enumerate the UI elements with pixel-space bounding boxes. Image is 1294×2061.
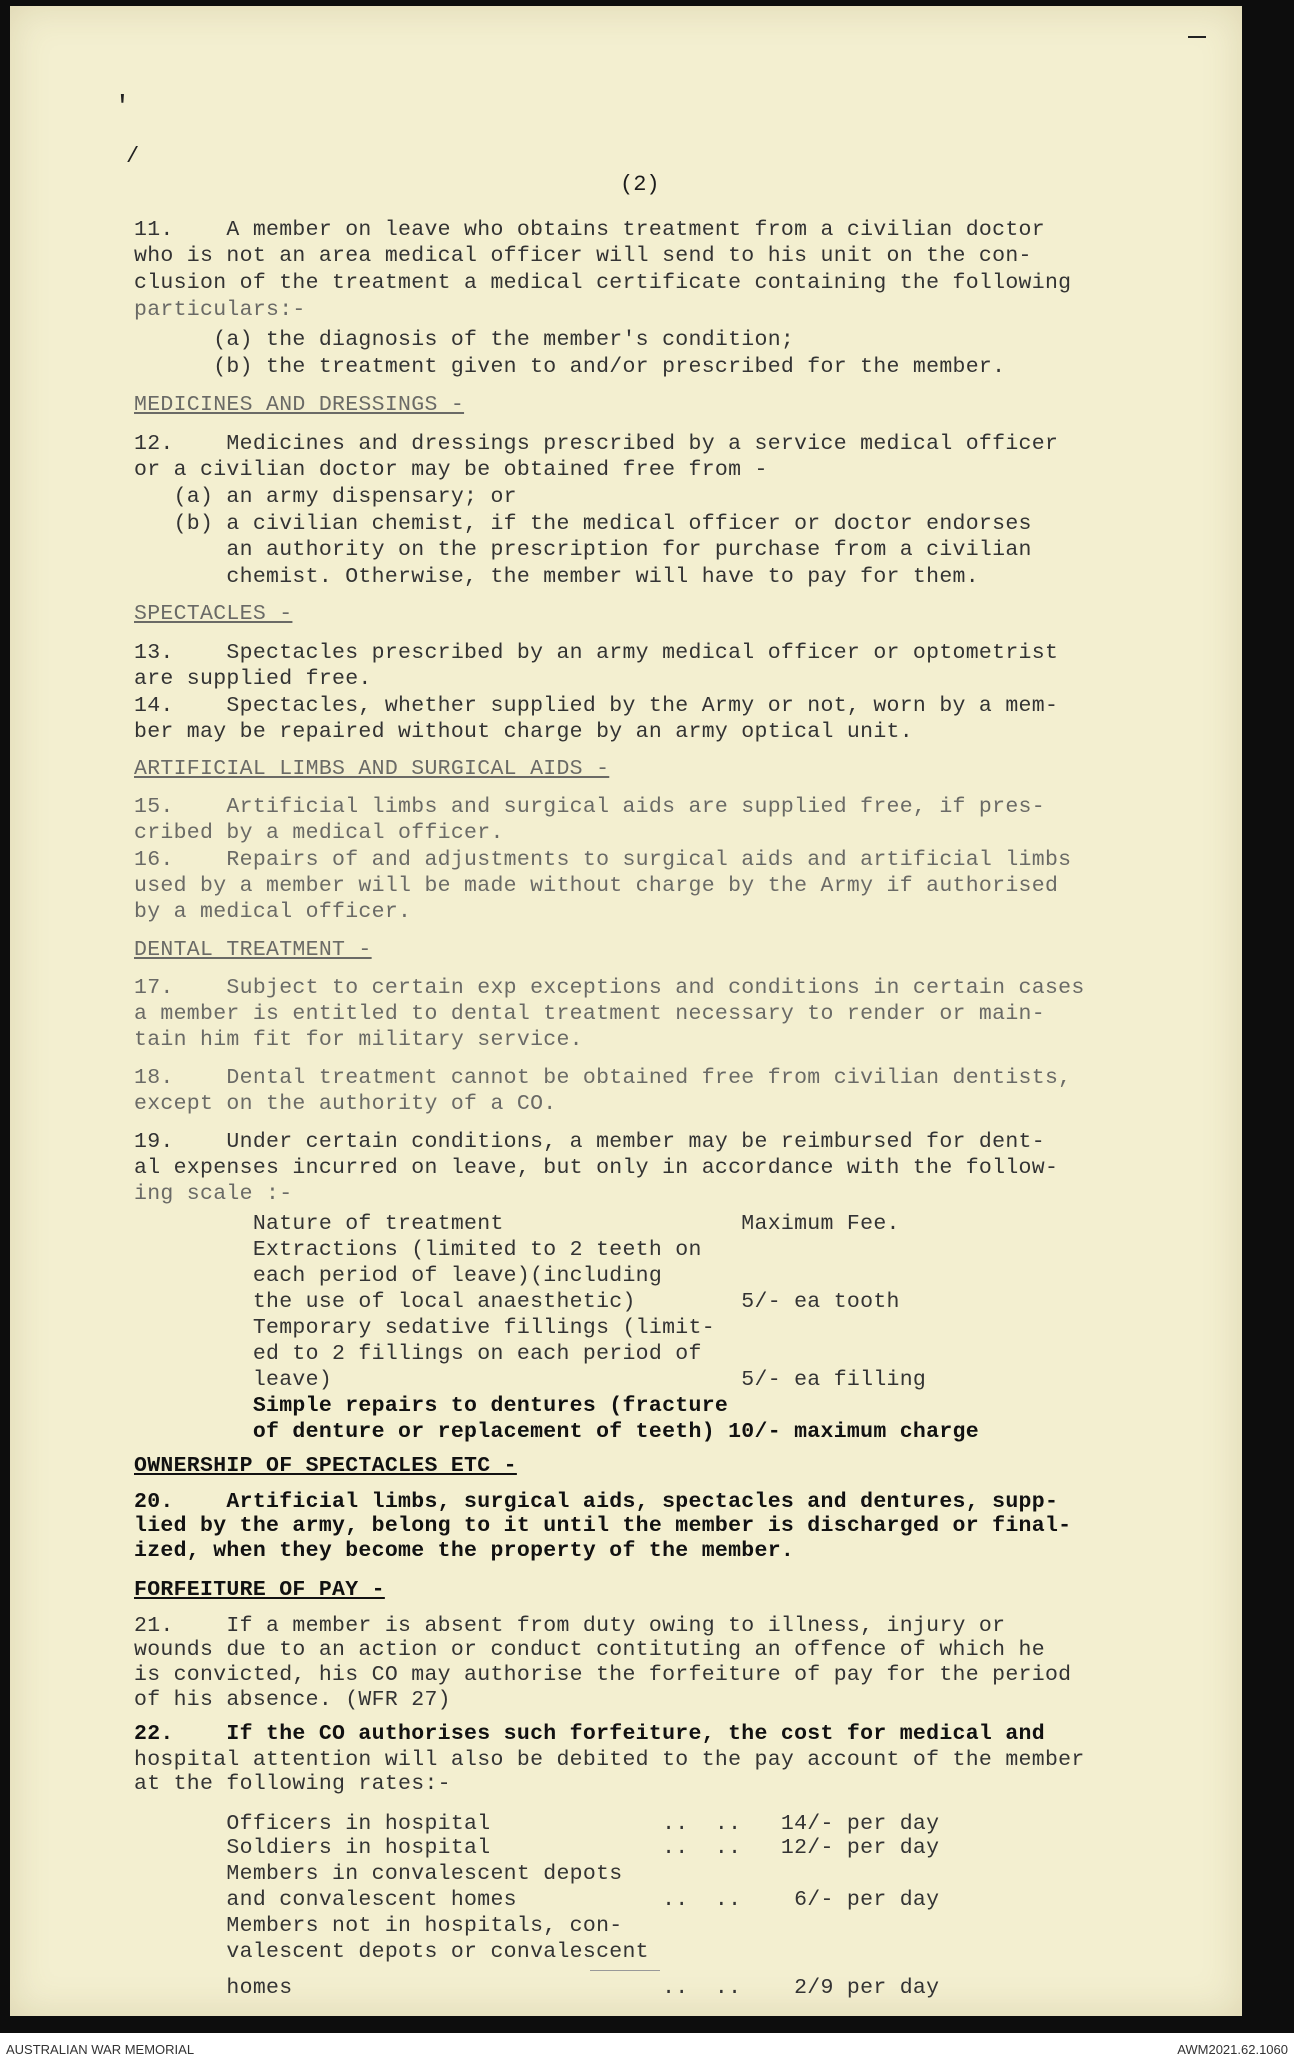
text-line: 21. If a member is absent from duty owing to illness, injury or bbox=[134, 1614, 1006, 1638]
text-line: 18. Dental treatment cannot be obtained free from civilian dentists, bbox=[134, 1066, 1072, 1090]
text-line: cribed by a medical officer. bbox=[134, 821, 504, 845]
footer-bar bbox=[0, 2038, 1294, 2061]
text-line: wounds due to an action or conduct contituting an offence of which he bbox=[134, 1638, 1045, 1662]
text-line: by a medical officer. bbox=[134, 900, 412, 924]
footer-id: AWM2021.62.1060 bbox=[1177, 2042, 1288, 2057]
text-line: homes .. .. 2/9 per day bbox=[134, 1976, 940, 2000]
text-line: an authority on the prescription for purchase from a civilian bbox=[134, 538, 1032, 562]
text-line: hospital attention will also be debited to the pay account of the member bbox=[134, 1748, 1085, 1772]
text-line: chemist. Otherwise, the member will have to pay for them. bbox=[134, 565, 979, 589]
section-heading: SPECTACLES - bbox=[134, 602, 293, 626]
text-line: and convalescent homes .. .. 6/- per day bbox=[134, 1888, 940, 1912]
text-line: the use of local anaesthetic) 5/- ea tooth bbox=[134, 1290, 900, 1314]
ink-mark: ' bbox=[114, 92, 131, 123]
text-line: Soldiers in hospital .. .. 12/- per day bbox=[134, 1836, 940, 1860]
text-line: 14. Spectacles, whether supplied by the Army or not, worn by a mem- bbox=[134, 694, 1059, 718]
section-heading: ARTIFICIAL LIMBS AND SURGICAL AIDS - bbox=[134, 757, 610, 781]
text-line: ing scale :- bbox=[134, 1182, 293, 1206]
text-line: each period of leave)(including bbox=[134, 1264, 663, 1288]
text-line: Simple repairs to dentures (fracture bbox=[134, 1394, 729, 1418]
text-line: 13. Spectacles prescribed by an army medical officer or optometrist bbox=[134, 641, 1059, 665]
text-line: ized, when they become the property of the member. bbox=[134, 1539, 795, 1563]
text-line: 16. Repairs of and adjustments to surgical aids and artificial limbs bbox=[134, 848, 1072, 872]
text-line: ber may be repaired without charge by an army optical unit. bbox=[134, 720, 913, 744]
text-line: is convicted, his CO may authorise the forfeiture of pay for the period bbox=[134, 1663, 1072, 1687]
text-line: 11. A member on leave who obtains treatment from a civilian doctor bbox=[134, 218, 1045, 242]
text-line: leave) 5/- ea filling bbox=[134, 1368, 927, 1392]
footer-source: AUSTRALIAN WAR MEMORIAL bbox=[6, 2042, 195, 2057]
text-line: particulars:- bbox=[134, 298, 306, 322]
text-line: 17. Subject to certain exp exceptions and conditions in certain cases bbox=[134, 976, 1085, 1000]
text-line: 15. Artificial limbs and surgical aids are supplied free, if pres- bbox=[134, 795, 1045, 819]
section-heading: DENTAL TREATMENT - bbox=[134, 938, 372, 962]
text-line: al expenses incurred on leave, but only in accordance with the follow- bbox=[134, 1156, 1059, 1180]
text-line: except on the authority of a CO. bbox=[134, 1092, 557, 1116]
text-line: (b) the treatment given to and/or prescribed for the member. bbox=[134, 355, 1006, 379]
text-line: ed to 2 fillings on each period of bbox=[134, 1342, 702, 1366]
text-line: Members in convalescent depots bbox=[134, 1862, 623, 1886]
text-line: of his absence. (WFR 27) bbox=[134, 1688, 451, 1712]
text-line: Officers in hospital .. .. 14/- per day bbox=[134, 1812, 940, 1836]
text-line: 19. Under certain conditions, a member may be reimbursed for dent- bbox=[134, 1130, 1045, 1154]
ink-mark: / bbox=[126, 144, 140, 169]
text-line: or a civilian doctor may be obtained free from - bbox=[134, 458, 768, 482]
section-heading: OWNERSHIP OF SPECTACLES ETC - bbox=[134, 1454, 517, 1478]
text-line: used by a member will be made without charge by the Army if authorised bbox=[134, 874, 1059, 898]
text-line: lied by the army, belong to it until the member is discharged or final- bbox=[134, 1514, 1072, 1538]
text-line: Temporary sedative fillings (limit- bbox=[134, 1316, 715, 1340]
text-line: are supplied free. bbox=[134, 667, 372, 691]
punch-line bbox=[590, 1970, 660, 1971]
text-line: 20. Artificial limbs, surgical aids, spectacles and dentures, supp- bbox=[134, 1490, 1059, 1514]
text-line: tain him fit for military service. bbox=[134, 1028, 583, 1052]
text-line: (b) a civilian chemist, if the medical officer or doctor endorses bbox=[134, 512, 1032, 536]
text-line: (a) an army dispensary; or bbox=[134, 485, 517, 509]
text-line: who is not an area medical officer will send to his unit on the con- bbox=[134, 244, 1032, 268]
text-line: Nature of treatment Maximum Fee. bbox=[134, 1212, 900, 1236]
text-line: a member is entitled to dental treatment necessary to render or main- bbox=[134, 1002, 1045, 1026]
text-line: valescent depots or convalescent bbox=[134, 1940, 649, 1964]
section-heading: MEDICINES AND DRESSINGS - bbox=[134, 393, 465, 417]
margin-tick bbox=[1188, 36, 1206, 38]
text-line: of denture or replacement of teeth) 10/- maximum charge bbox=[134, 1420, 979, 1444]
text-line: (a) the diagnosis of the member's condition; bbox=[134, 328, 795, 352]
section-heading: FORFEITURE OF PAY - bbox=[134, 1578, 385, 1602]
text-line: clusion of the treatment a medical certificate containing the following bbox=[134, 271, 1072, 295]
text-line: 12. Medicines and dressings prescribed by a service medical officer bbox=[134, 432, 1059, 456]
text-line: 22. If the CO authorises such forfeiture, the cost for medical and bbox=[134, 1722, 1045, 1746]
page-number: (2) bbox=[620, 172, 660, 197]
text-line: Extractions (limited to 2 teeth on bbox=[134, 1238, 702, 1262]
text-line: Members not in hospitals, con- bbox=[134, 1914, 623, 1938]
text-line: at the following rates:- bbox=[134, 1772, 451, 1796]
